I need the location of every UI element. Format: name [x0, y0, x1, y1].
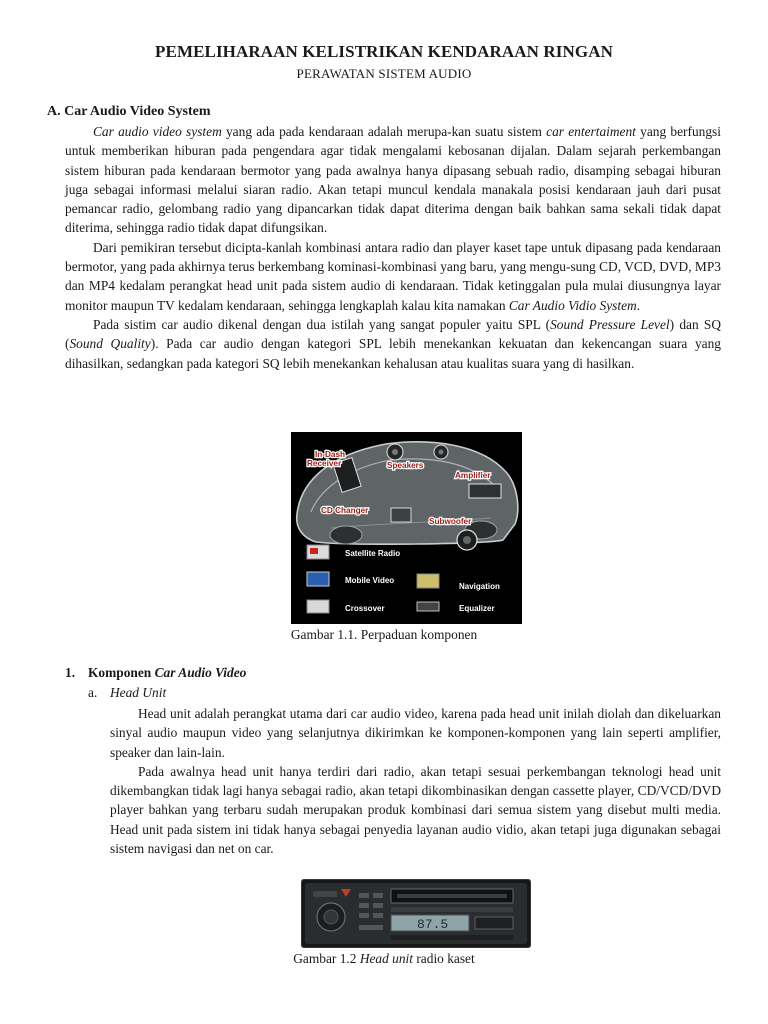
caption-italic: Head unit [359, 951, 413, 966]
list-item-komponen [65, 665, 246, 681]
caption-text: Gambar 1.2 [293, 951, 360, 966]
paragraph-3 [65, 315, 721, 373]
head-unit-paragraph-2: Pada awalnya head unit hanya terdiri dari radio, akan tetapi sesuai perkembangan teknologi head unit dikembangkan tidak lagi hanya sebagai radio, akan tetapi dikombinasikan dengan cassette player, CD/VCD/DVD player bahkan yang terbaru sudah merupakan produk kombinasi dari semua sistem yang disebut multi media. Head unit pada sistem ini tidak hanya sebagai penyedia layanan audio vidio, akan tetapi juga digunakan sebagai sistem navigasi dan net on car. [110, 763, 721, 857]
figure-2-caption [0, 951, 768, 967]
list-label-italic: Car Audio Video [154, 665, 247, 680]
text-run: yang ada pada kendaraan adalah merupa-kan suatu sistem [221, 124, 547, 139]
mobile-video-thumb [307, 572, 329, 586]
head-unit-illustration [301, 879, 531, 948]
head-unit-paragraph-1: Head unit adalah perangkat utama dari car audio video, karena pada head unit inilah diolah dan dikeluarkan sinyal audio maupun video yang selanjutnya dikirimkan ke komponen-komponen yang lain seperti amplifier, speaker dan lain-lain. [110, 706, 721, 760]
label-satellite-radio: Satellite Radio [345, 549, 401, 558]
navigation-thumb [417, 574, 439, 588]
label-subwoofer: Subwoofer [429, 517, 472, 526]
section-a-body [65, 122, 721, 373]
list-label: Komponen [88, 665, 155, 680]
italic-term: Car Audio Vidio System [508, 297, 637, 313]
label-mobile-video: Mobile Video [345, 576, 395, 585]
car-components-illustration [291, 432, 522, 624]
figure-1-caption: Gambar 1.1. Perpaduan komponen [290, 627, 478, 642]
text-run: yang berfungsi untuk memberikan hiburan pada pengendara agar tidak mengalami kebosanan dijalan. Dalam sejarah perkembangan sistem hiburan pada kendaraan bermotor yang pada awalnya hanya dipasang sebuah radio, disamping sebagai hiburan juga sebagai informasi melalui siaran radio. Akan tetapi muncul kendala manakala posisi kendaraan jauh dari pusat pemancar radio, gelombang radio yang dipancarkan tidak dapat diterima dengan baik bahkan sama sekali tidak dapat diterima, sehingga radio tidak dapat difungsikan. [65, 124, 721, 236]
label-amplifier: Amplifier [455, 471, 491, 480]
label-navigation: Navigation [459, 582, 500, 591]
paragraph-1 [65, 122, 721, 238]
label-equalizer: Equalizer [459, 604, 495, 613]
page-title: PEMELIHARAAN KELISTRIKAN KENDARAAN RINGAN [155, 42, 613, 61]
text-run: Pada sistim car audio dikenal dengan dua istilah yang sangat populer yaitu SPL ( [93, 316, 551, 332]
label-crossover: Crossover [345, 604, 385, 613]
label-cd-changer: CD Changer [321, 506, 369, 515]
paragraph-2 [65, 238, 721, 315]
sub-number: a. [88, 685, 98, 700]
list-number: 1. [65, 665, 76, 680]
italic-term: car entertaiment [546, 124, 636, 139]
equalizer-thumb [417, 602, 439, 611]
label-receiver: Receiver [307, 459, 342, 468]
figure-car-audio-components [291, 432, 522, 624]
sub-item-head-unit [88, 685, 166, 701]
sub-label: Head Unit [110, 685, 167, 700]
label-speakers: Speakers [387, 461, 424, 470]
text-run: . [636, 297, 641, 313]
text-run: ). Pada car audio dengan kategori SPL lebih menekankan kekuatan dan kekencangan suara yang dihasilkan, sedangkan pada kategori SQ lebih menekankan kehalusan atau kualitas suara yang di hasilkan. [65, 336, 721, 371]
section-heading-a: A. Car Audio Video System [47, 104, 211, 119]
italic-term: Sound Quality [69, 336, 151, 352]
crossover-thumb [307, 600, 329, 613]
head-unit-body [110, 704, 721, 858]
caption-text: radio kaset [413, 951, 475, 966]
text-run: Dari pemikiran tersebut dicipta-kanlah kombinasi antara radio dan player kaset tape untuk dipasang pada kendaraan bermotor, yang pada akhirnya terus berkembang kominasi-kombinasi yang baru, yang mengu-sung CD, VCD, DVD, MP3 dan MP4 kedalam perangkat head unit pada sistem audio di kendaraan. Tidak ketinggalan pula mulai diusungnya layar monitor maupun TV kedalam kendaraan, sehingga lengkaplah kalau kita namakan [65, 239, 721, 313]
text-run: ) dan SQ ( [65, 316, 721, 352]
frequency-display: 87.5 [417, 917, 449, 932]
italic-term: Sound Pressure Level [550, 316, 670, 332]
page-subtitle: PERAWATAN SISTEM AUDIO [296, 66, 472, 81]
italic-term: Car audio video system [93, 124, 222, 139]
label-in-dash: In-Dash [315, 450, 346, 459]
figure-head-unit [301, 879, 531, 948]
